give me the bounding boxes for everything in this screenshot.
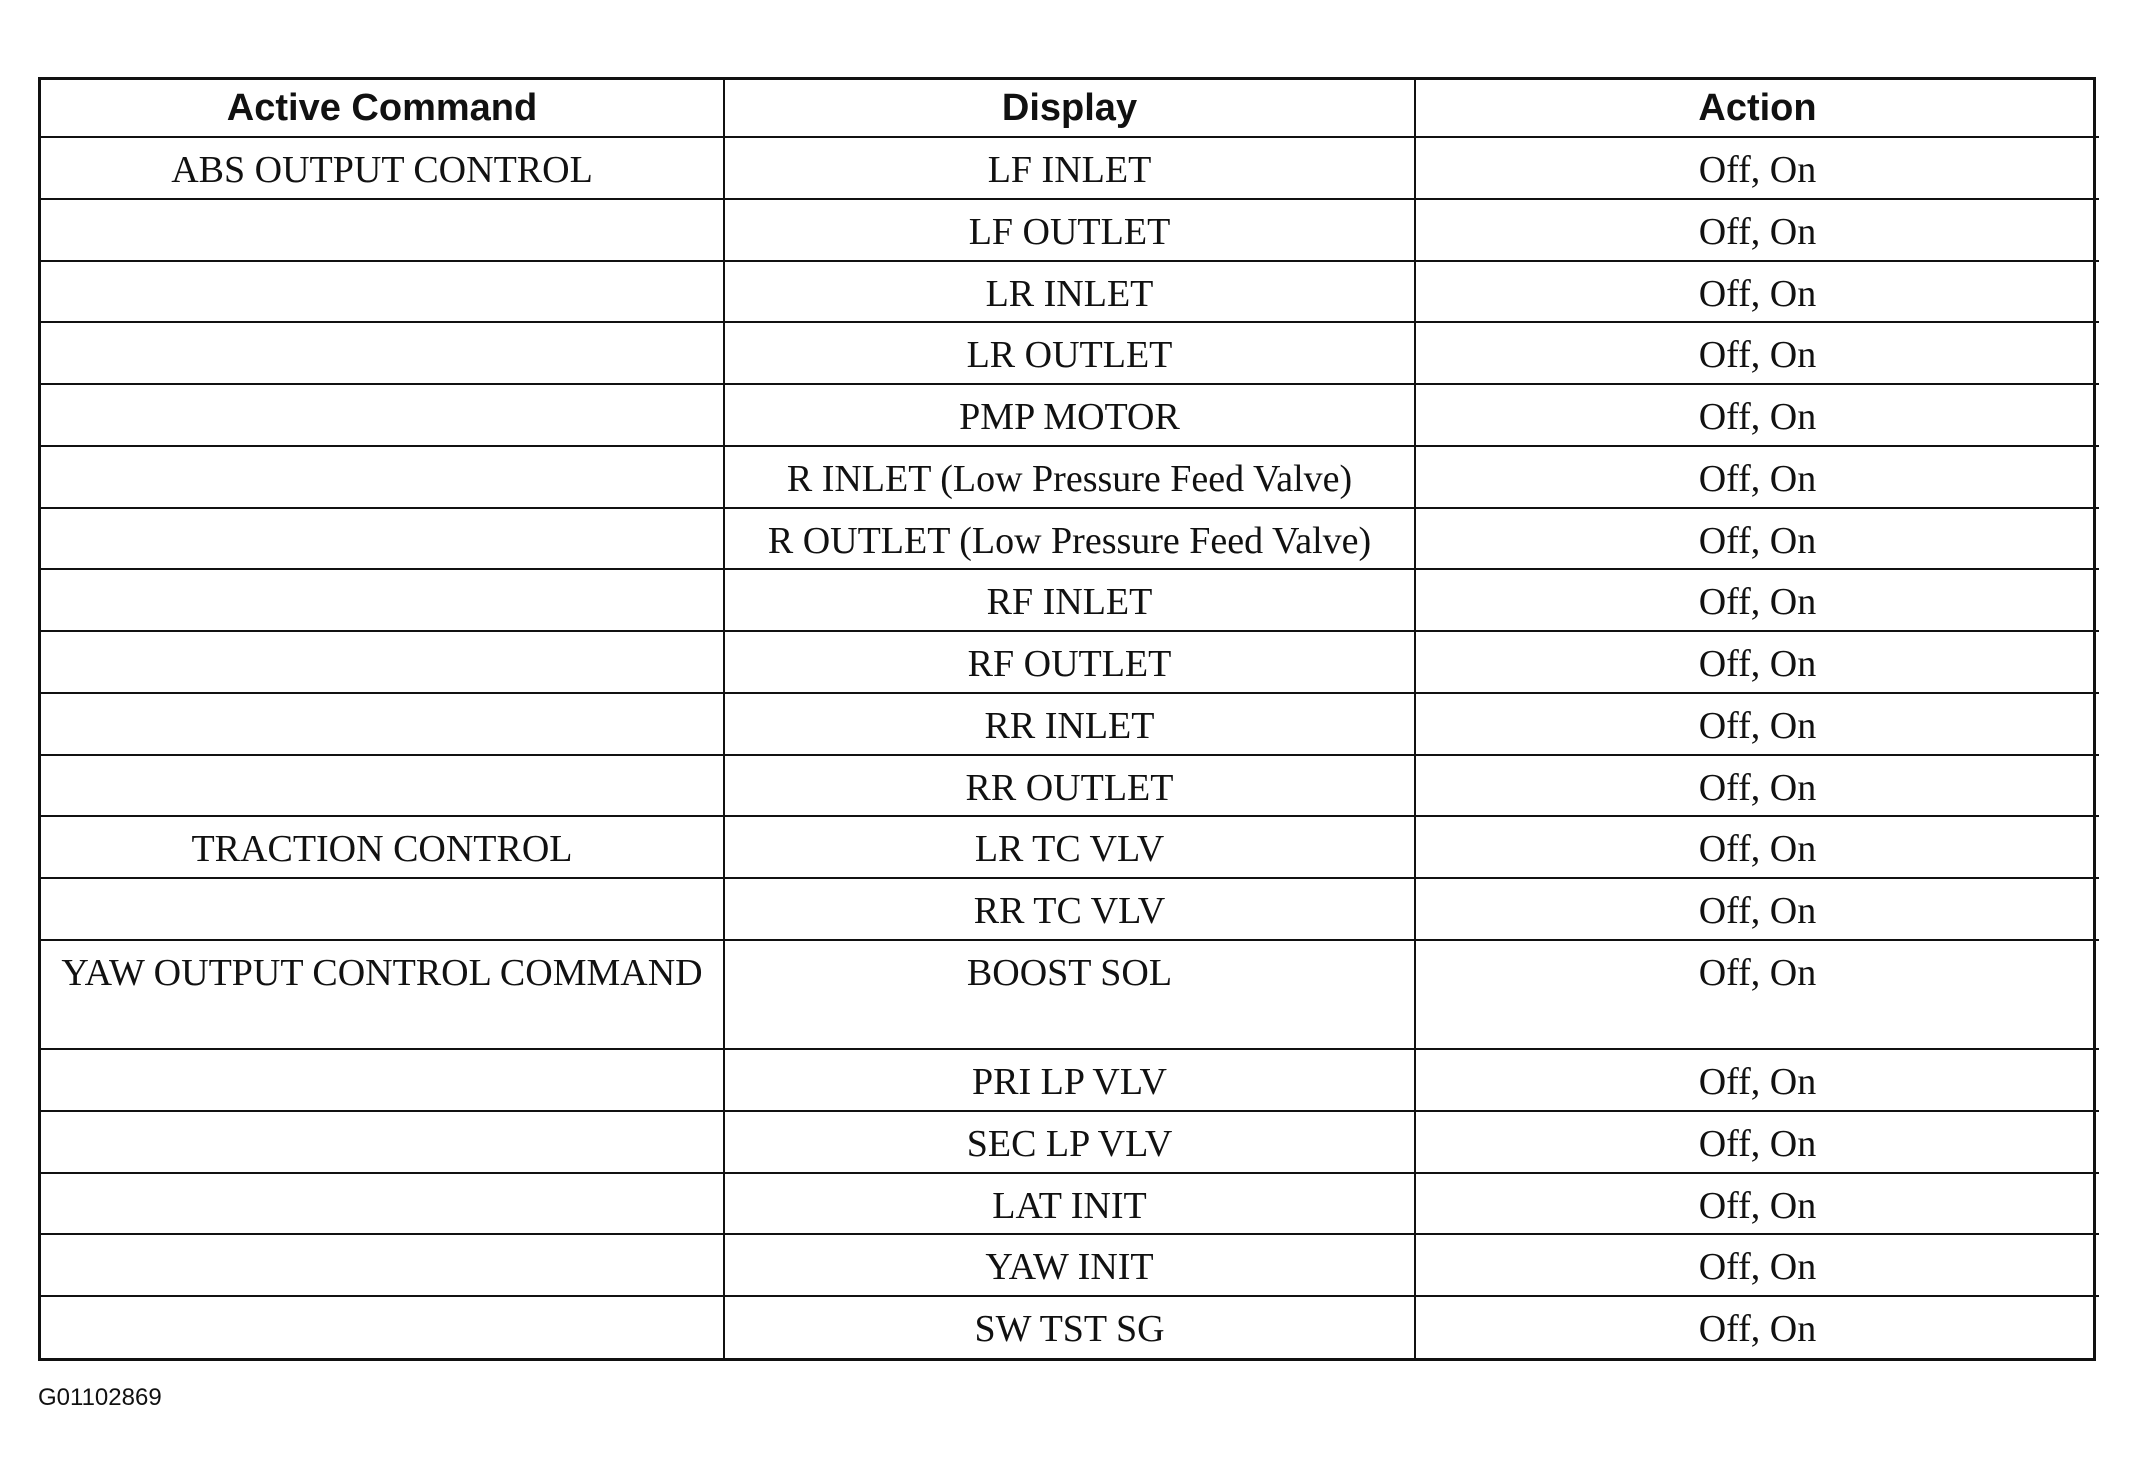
action-cell: Off, On: [1415, 446, 2099, 508]
display-cell: PMP MOTOR: [724, 384, 1415, 446]
display-cell: LR OUTLET: [724, 322, 1415, 384]
table-row: [41, 569, 2099, 631]
command-cell: [41, 1234, 724, 1296]
table-row: [41, 631, 2099, 693]
action-cell: Off, On: [1415, 508, 2099, 570]
action-cell: Off, On: [1415, 1296, 2099, 1358]
command-cell: [41, 1049, 724, 1111]
display-cell: BOOST SOL: [724, 940, 1415, 1049]
action-cell: Off, On: [1415, 1049, 2099, 1111]
display-cell: RR OUTLET: [724, 755, 1415, 817]
display-cell: R OUTLET (Low Pressure Feed Valve): [724, 508, 1415, 570]
command-cell: [41, 878, 724, 940]
command-cell: [41, 508, 724, 570]
display-cell: LR TC VLV: [724, 816, 1415, 878]
command-cell: [41, 199, 724, 261]
command-cell: [41, 631, 724, 693]
table-row: [41, 1111, 2099, 1173]
table-row: [41, 261, 2099, 323]
table-header-row: [41, 80, 2099, 137]
command-cell: [41, 569, 724, 631]
active-command-table: [41, 80, 2099, 1358]
command-cell: ABS OUTPUT CONTROL: [41, 137, 724, 199]
display-cell: LF INLET: [724, 137, 1415, 199]
display-cell: YAW INIT: [724, 1234, 1415, 1296]
action-cell: Off, On: [1415, 878, 2099, 940]
display-cell: RF INLET: [724, 569, 1415, 631]
display-cell: LF OUTLET: [724, 199, 1415, 261]
table-row: [41, 816, 2099, 878]
action-cell: Off, On: [1415, 631, 2099, 693]
header-action: Action: [1415, 80, 2099, 137]
action-cell: Off, On: [1415, 322, 2099, 384]
table-row: [41, 446, 2099, 508]
display-cell: SEC LP VLV: [724, 1111, 1415, 1173]
command-cell: [41, 322, 724, 384]
action-cell: Off, On: [1415, 755, 2099, 817]
table-row: [41, 1173, 2099, 1235]
figure-id: G01102869: [38, 1384, 162, 1411]
command-cell: [41, 1111, 724, 1173]
action-cell: Off, On: [1415, 261, 2099, 323]
display-cell: RR TC VLV: [724, 878, 1415, 940]
display-cell: R INLET (Low Pressure Feed Valve): [724, 446, 1415, 508]
action-cell: Off, On: [1415, 1173, 2099, 1235]
action-cell: Off, On: [1415, 199, 2099, 261]
action-cell: Off, On: [1415, 137, 2099, 199]
table-row: [41, 199, 2099, 261]
table-row: [41, 1296, 2099, 1358]
table-row: [41, 693, 2099, 755]
action-cell: Off, On: [1415, 384, 2099, 446]
table-row: [41, 508, 2099, 570]
display-cell: SW TST SG: [724, 1296, 1415, 1358]
action-cell: Off, On: [1415, 1234, 2099, 1296]
command-cell: YAW OUTPUT CONTROL COMMAND: [41, 940, 724, 1049]
action-cell: Off, On: [1415, 569, 2099, 631]
action-cell: Off, On: [1415, 816, 2099, 878]
command-cell: [41, 755, 724, 817]
command-cell: [41, 693, 724, 755]
table-row: [41, 322, 2099, 384]
display-cell: LR INLET: [724, 261, 1415, 323]
command-cell: TRACTION CONTROL: [41, 816, 724, 878]
command-cell: [41, 446, 724, 508]
table-row: [41, 137, 2099, 199]
header-display: Display: [724, 80, 1415, 137]
table-row: [41, 940, 2099, 1049]
display-cell: PRI LP VLV: [724, 1049, 1415, 1111]
display-cell: LAT INIT: [724, 1173, 1415, 1235]
command-cell: [41, 384, 724, 446]
active-command-table-frame: [38, 77, 2096, 1361]
table-row: [41, 384, 2099, 446]
command-cell: [41, 1173, 724, 1235]
table-row: [41, 1234, 2099, 1296]
action-cell: Off, On: [1415, 940, 2099, 1049]
table-row: [41, 878, 2099, 940]
header-active-command: Active Command: [41, 80, 724, 137]
display-cell: RR INLET: [724, 693, 1415, 755]
table-row: [41, 1049, 2099, 1111]
table-row: [41, 755, 2099, 817]
command-cell: [41, 261, 724, 323]
display-cell: RF OUTLET: [724, 631, 1415, 693]
action-cell: Off, On: [1415, 693, 2099, 755]
command-cell: [41, 1296, 724, 1358]
action-cell: Off, On: [1415, 1111, 2099, 1173]
